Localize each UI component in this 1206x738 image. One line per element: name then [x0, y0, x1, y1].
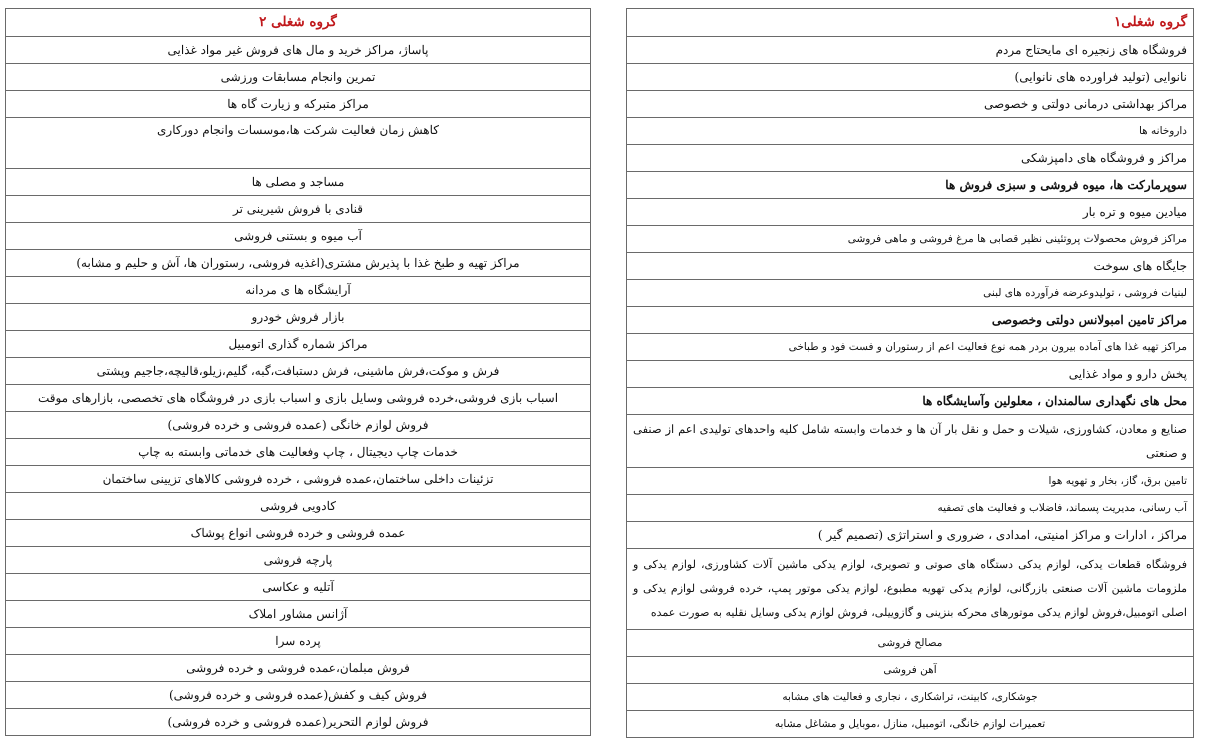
group-1-item: میادین میوه و تره بار — [627, 199, 1194, 226]
group-2-item: بازار فروش خودرو — [6, 304, 591, 331]
group-2-item: آرایشگاه ها ی مردانه — [6, 277, 591, 304]
group-2-item: کادویی فروشی — [6, 493, 591, 520]
group-2-item: عمده فروشی و خرده فروشی انواع پوشاک — [6, 520, 591, 547]
table-group-2 — [5, 8, 591, 736]
group-2-item: مراکز شماره گذاری اتومبیل — [6, 331, 591, 358]
group-2-item: آب میوه و بستنی فروشی — [6, 223, 591, 250]
group-1-item: جوشکاری، کابینت، تراشکاری ، نجاری و فعالیت های مشابه — [627, 684, 1194, 711]
group-2-item: آتلیه و عکاسی — [6, 574, 591, 601]
group-1-item: مراکز ، ادارات و مراکز امنیتی، امدادی ، ضروری و استراتژی (تصمیم گیر ) — [627, 522, 1194, 549]
group-1-item: آهن فروشی — [627, 657, 1194, 684]
group-1-item: داروخانه ها — [627, 118, 1194, 145]
group-2-item: مساجد و مصلی ها — [6, 169, 591, 196]
table-group-1 — [626, 8, 1194, 738]
group-2-item: قنادی با فروش شیرینی تر — [6, 196, 591, 223]
group-2-item: کاهش زمان فعالیت شرکت ها،موسسات وانجام دورکاری — [6, 118, 591, 169]
group-2-item: فرش و موکت،فرش ماشینی، فرش دستبافت،گبه، گلیم،زیلو،قالیچه،جاجیم وپشتی — [6, 358, 591, 385]
group-1-item: مصالح فروشی — [627, 630, 1194, 657]
group-2-item: فروش لوازم التحریر(عمده فروشی و خرده فروشی) — [6, 709, 591, 736]
group-1-item: صنایع و معادن، کشاورزی، شیلات و حمل و نقل بار آن ها و خدمات وابسته شامل کلیه واحدهای تولیدی اعم از صنفی و صنعتی — [627, 415, 1194, 468]
group-2-item: مراکز تهیه و طبخ غذا با پذیرش مشتری(اغذیه فروشی، رستوران ها، آش و حلیم و مشابه) — [6, 250, 591, 277]
group-1-item: مراکز فروش محصولات پروتئینی نظیر قصابی ها مرغ فروشی و ماهی فروشی — [627, 226, 1194, 253]
group-1-item: مراکز تامین امبولانس دولتی وخصوصی — [627, 307, 1194, 334]
group-2-item: پارچه فروشی — [6, 547, 591, 574]
group-2-item: پرده سرا — [6, 628, 591, 655]
group-2-item: آژانس مشاور املاک — [6, 601, 591, 628]
group-1-item: فروشگاه های زنجیره ای مایحتاج مردم — [627, 37, 1194, 64]
group-2-item: مراکز متبرکه و زیارت گاه ها — [6, 91, 591, 118]
group-1-item: سوپرمارکت ها، میوه فروشی و سبزی فروش ها — [627, 172, 1194, 199]
group-1-item: پخش دارو و مواد غذایی — [627, 361, 1194, 388]
group-2-item: خدمات چاپ دیجیتال ، چاپ وفعالیت های خدماتی وابسته به چاپ — [6, 439, 591, 466]
group-2-item: تزئینات داخلی ساختمان،عمده فروشی ، خرده فروشی کالاهای تزیینی ساختمان — [6, 466, 591, 493]
group-2-item: فروش لوازم خانگی (عمده فروشی و خرده فروشی) — [6, 412, 591, 439]
group-2-item: فروش کیف و کفش(عمده فروشی و خرده فروشی) — [6, 682, 591, 709]
group-1-item: محل های نگهداری سالمندان ، معلولین وآسایشگاه ها — [627, 388, 1194, 415]
group-1-item: فروشگاه قطعات یدکی، لوازم یدکی دستگاه های صوتی و تصویری، لوازم یدکی ماشین آلات کشاورزی، لوازم یدکی و ملزومات ماشین آلات صنعتی بازرگانی، لوازم یدکی تهویه مطبوع، لوازم یدکی موتور پمپ، خرده فروشی لوازم یدکی و اصلی اتومبیل،فروش لوازم یدکی موتورهای محرکه بنزینی و گازوییلی، فروش لوازم یدکی وسایل نقلیه به صورت عمده — [627, 549, 1194, 630]
group-1-item: لبنیات فروشی ، تولیدوعرضه فرآورده های لبنی — [627, 280, 1194, 307]
group-1-item: نانوایی (تولید فراورده های نانوایی) — [627, 64, 1194, 91]
group-1-item: مراکز بهداشتی درمانی دولتی و خصوصی — [627, 91, 1194, 118]
group-1-item: تعمیرات لوازم خانگی، اتومبیل، منازل ،موبایل و مشاغل مشابه — [627, 711, 1194, 738]
group-2-item: فروش مبلمان،عمده فروشی و خرده فروشی — [6, 655, 591, 682]
group-2-title: گروه شغلی ۲ — [6, 9, 591, 37]
group-1-item: آب رسانی، مدیریت پسماند، فاضلاب و فعالیت های تصفیه — [627, 495, 1194, 522]
group-1-item: تامین برق، گاز، بخار و تهویه هوا — [627, 468, 1194, 495]
group-1-title: گروه شغلی۱ — [627, 9, 1194, 37]
group-2-item: اسباب بازی فروشی،خرده فروشی وسایل بازی و اسباب بازی در فروشگاه های تخصصی، بازارهای موقت — [6, 385, 591, 412]
group-1-item: مراکز و فروشگاه های دامپزشکی — [627, 145, 1194, 172]
group-2-item: پاساژ، مراکز خرید و مال های فروش غیر مواد غذایی — [6, 37, 591, 64]
group-2-item: تمرین وانجام مسابقات ورزشی — [6, 64, 591, 91]
group-1-item: جایگاه های سوخت — [627, 253, 1194, 280]
group-1-item: مراکز تهیه غذا های آماده بیرون بردر همه نوع فعالیت اعم از رستوران و فست فود و طباخی — [627, 334, 1194, 361]
